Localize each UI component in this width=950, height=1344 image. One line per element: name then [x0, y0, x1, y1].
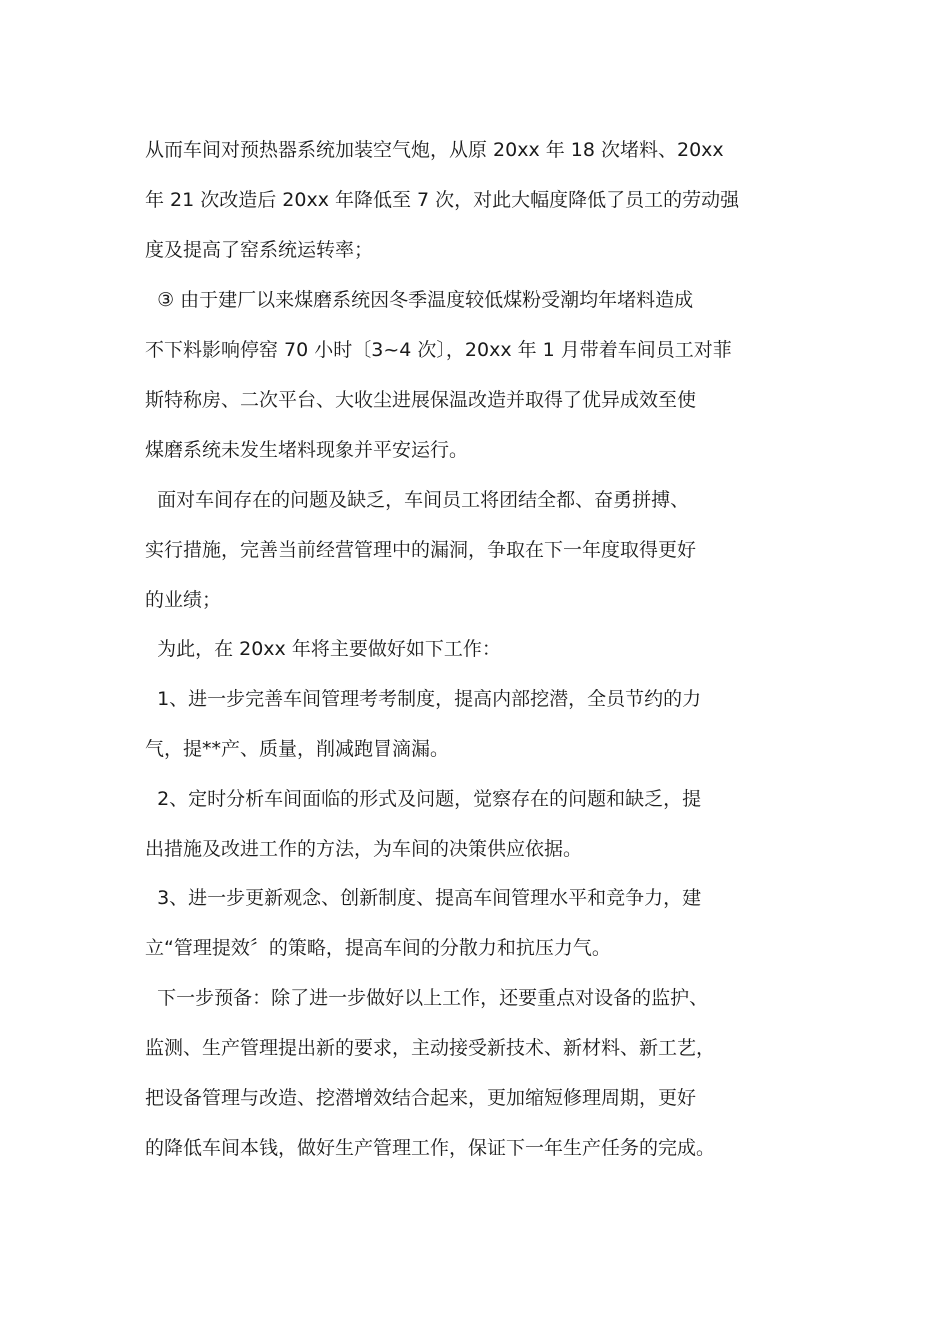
text-line: 下一步预备：除了进一步做好以上工作，还要重点对设备的监护、: [145, 987, 709, 1009]
text-line: 3、进一步更新观念、创新制度、提高车间管理水平和竞争力，建: [145, 887, 702, 909]
text-line: 1、进一步完善车间管理考考制度，提高内部挖潜，全员节约的力: [145, 688, 702, 710]
text-line: 度及提高了窑系统运转率；: [145, 239, 374, 261]
text-line: 把设备管理与改造、挖潜增效结合起来，更加缩短修理周期，更好: [145, 1087, 697, 1109]
text-line: 面对车间存在的问题及缺乏，车间员工将团结全都、奋勇拼搏、: [145, 489, 690, 511]
text-line: 的业绩；: [145, 589, 222, 611]
text-line: 的降低车间本钱，做好生产管理工作，保证下一年生产任务的完成。: [145, 1137, 716, 1159]
text-line: 出措施及改进工作的方法，为车间的决策供应依据。: [145, 838, 583, 860]
text-line: ③ 由于建厂以来煤磨系统因冬季温度较低煤粉受潮均年堵料造成: [145, 289, 694, 311]
text-line: 立“管理提效〞的策略，提高车间的分散力和抗压力气。: [145, 937, 611, 959]
text-line: 不下料影响停窑 70 小时〔3~4 次〕，20xx 年 1 月带着车间员工对菲: [145, 339, 732, 361]
text-line: 为此，在 20xx 年将主要做好如下工作：: [145, 638, 501, 660]
text-line: 年 21 次改造后 20xx 年降低至 7 次，对此大幅度降低了员工的劳动强: [145, 189, 740, 211]
text-line: 实行措施，完善当前经营管理中的漏洞，争取在下一年度取得更好: [145, 539, 697, 561]
text-line: 监测、生产管理提出新的要求，主动接受新技术、新材料、新工艺，: [145, 1037, 716, 1059]
text-line: 斯特称房、二次平台、大收尘进展保温改造并取得了优异成效至使: [145, 389, 697, 411]
text-line: 气，提**产、质量，削减跑冒滴漏。: [145, 738, 450, 760]
text-line: 煤磨系统未发生堵料现象并平安运行。: [145, 439, 469, 461]
text-line: 从而车间对预热器系统加装空气炮，从原 20xx 年 18 次堵料、20xx: [145, 139, 724, 161]
text-line: 2、定时分析车间面临的形式及问题，觉察存在的问题和缺乏，提: [145, 788, 702, 810]
